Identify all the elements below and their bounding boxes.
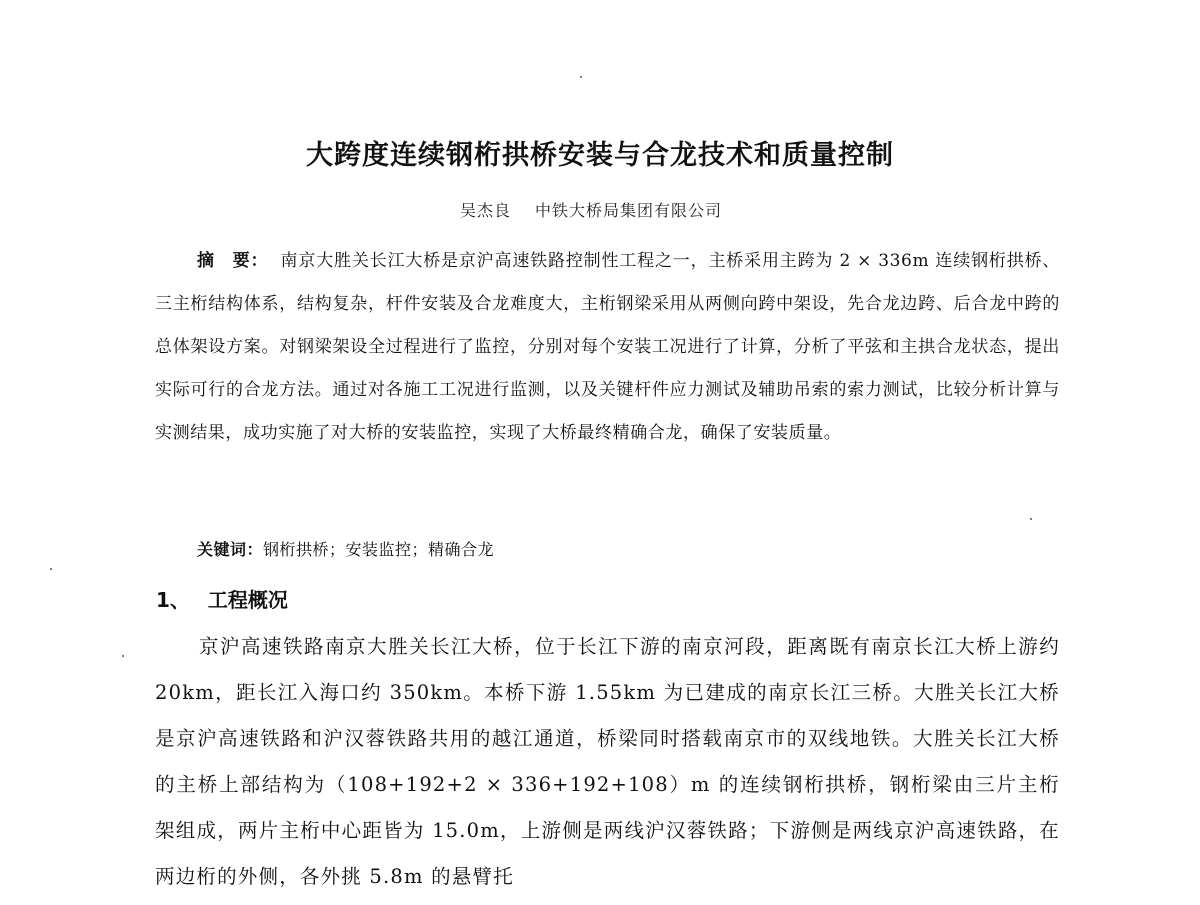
section-heading	[156, 584, 288, 613]
abstract-text: 南京大胜关长江大桥是京沪高速铁路控制性工程之一，主桥采用主跨为 2 × 336m 连续钢桁拱桥、三主桁结构体系，结构复杂，杆件安装及合龙难度大，主桁钢梁采用从两侧向跨中架设，先合龙边跨、后合龙中跨的总体架设方案。对钢梁架设全过程进行了监控，分别对每个安装工况进行了计算，分析了平弦和主拱合龙状态，提出实际可行的合龙方法。通过对各施工工况进行监测，以及关键杆件应力测试及辅助吊索的索力测试，比较分析计算与实测结果，成功实施了对大桥的安装监控，实现了大桥最终精确合龙，确保了安装质量。	[155, 251, 1060, 443]
section-number: 1、	[156, 588, 190, 612]
section-title: 工程概况	[207, 588, 288, 612]
scan-speck	[50, 568, 52, 570]
keywords-text: 钢桁拱桥；安装监控；精确合龙	[263, 540, 495, 559]
scan-speck	[580, 76, 582, 78]
body-paragraph: 京沪高速铁路南京大胜关长江大桥，位于长江下游的南京河段，距离既有南京长江大桥上游约 20km，距长江入海口约 350km。本桥下游 1.55km 为已建成的南京长江三桥。大胜关长江大桥是京沪高速铁路和沪汉蓉铁路共用的越江通道，桥梁同时搭载南京市的双线地铁。大胜关长江大桥的主桥上部结构为（108+192+2 × 336+192+108）m 的连续钢桁拱桥，钢桁梁由三片主桁架组成，两片主桁中心距皆为 15.0m，上游侧是两线沪汉蓉铁路；下游侧是两线京沪高速铁路，在两边桁的外侧，各外挑 5.8m 的悬臂托	[155, 635, 1060, 888]
scan-speck	[122, 655, 124, 657]
author-name: 吴杰良	[460, 201, 512, 220]
author-line	[460, 198, 880, 221]
keywords-line	[197, 537, 897, 560]
keywords-label: 关键词：	[197, 540, 264, 559]
paper-title: 大跨度连续钢桁拱桥安装与合龙技术和质量控制	[306, 140, 894, 171]
abstract-label: 摘 要：	[197, 251, 269, 271]
author-affiliation: 中铁大桥局集团有限公司	[535, 201, 723, 220]
abstract-paragraph	[155, 240, 1060, 455]
scan-speck	[1030, 518, 1032, 520]
